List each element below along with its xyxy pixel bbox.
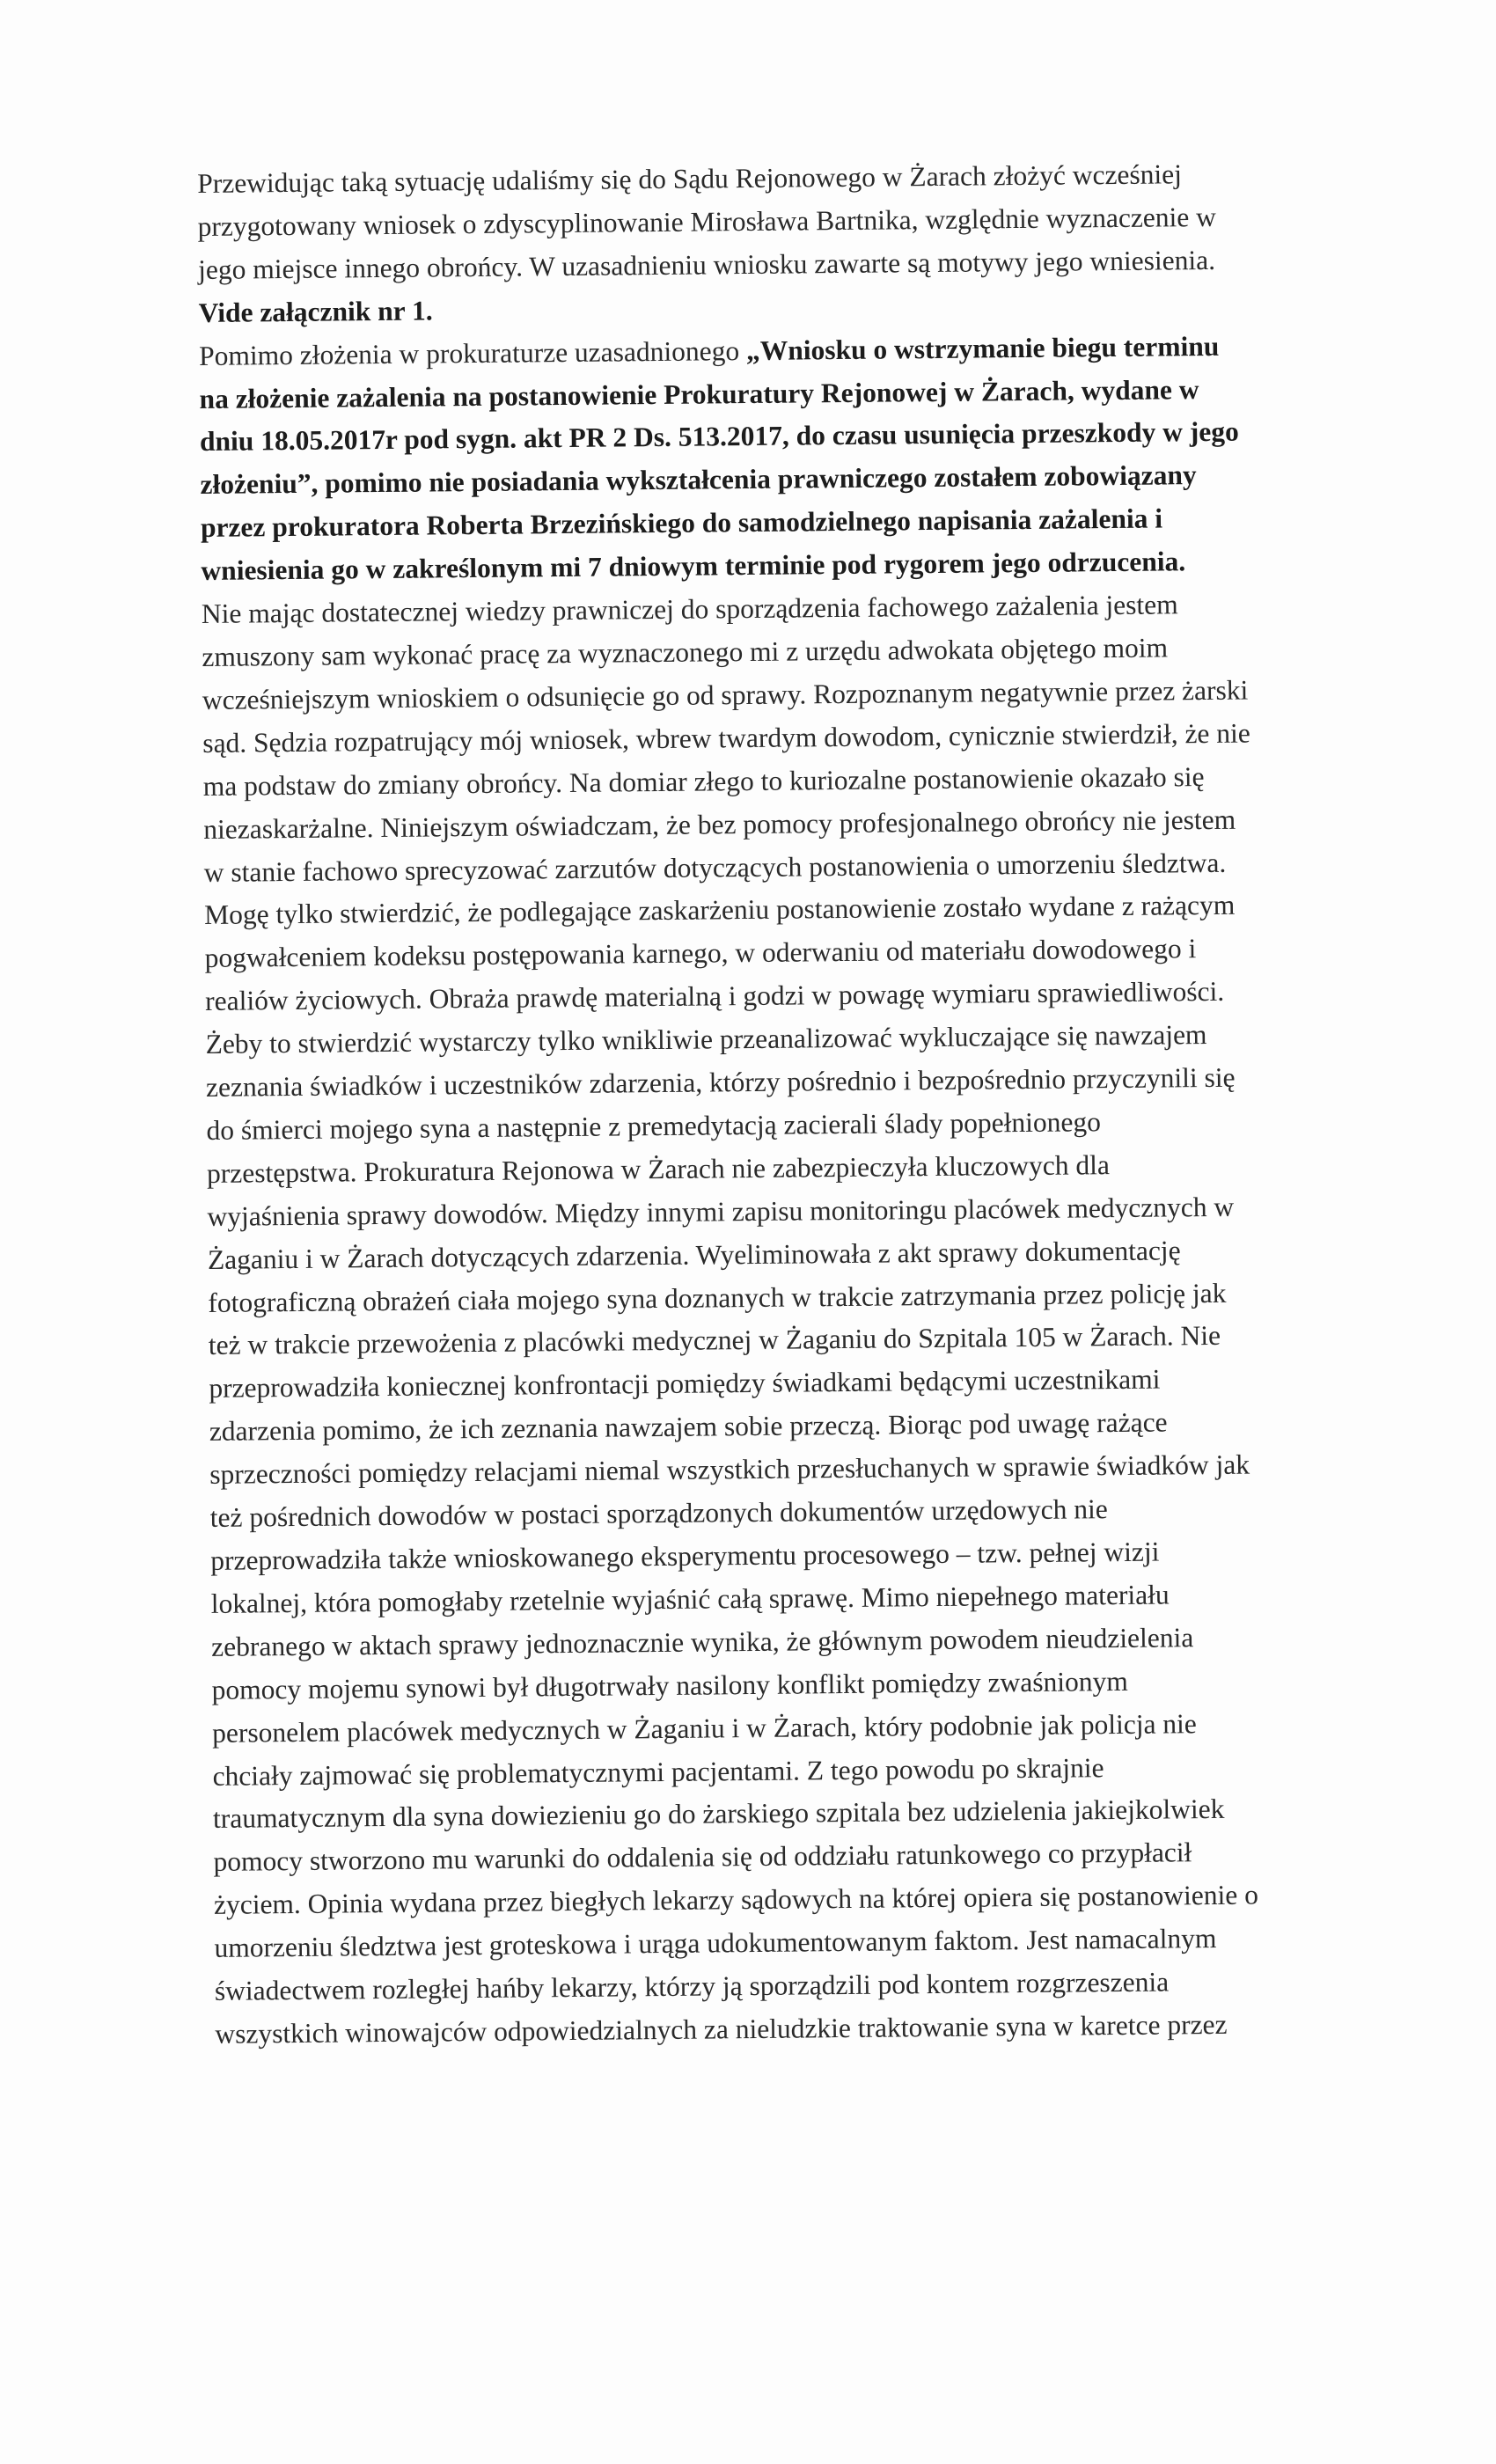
text-line: wcześniejszym wnioskiem o odsunięcie go od sprawy. Rozpoznanym negatywnie przez żarski: [202, 674, 1249, 715]
text-line: zdarzenia pomimo, że ich zeznania nawzajem sobie przeczą. Biorąc pod uwagę rażące: [209, 1406, 1168, 1448]
text-line: sąd. Sędzia rozpatrujący mój wniosek, wbrew twardym dowodom, cynicznie stwierdził, że nie: [202, 717, 1250, 759]
text-line: złożeniu”, pomimo nie posiadania wykształcenia prawniczego zostałem zobowiązany: [200, 459, 1197, 501]
text-line: ma podstaw do zmiany obrońcy. Na domiar złego to kuriozalne postanowienie okazało się: [202, 760, 1205, 802]
text-line: też w trakcie przewożenia z placówki medycznej w Żaganiu do Szpitala 105 w Żarach. Nie: [208, 1320, 1221, 1361]
text-line: Vide załącznik nr 1.: [198, 295, 433, 328]
text-line: w stanie fachowo sprecyzować zarzutów dotyczących postanowienia o umorzeniu śledztwa.: [203, 847, 1227, 888]
text-line: pomocy stworzono mu warunki do oddalenia się od oddziału ratunkowego co przypłacił: [213, 1837, 1192, 1878]
text-line: Przewidując taką sytuację udaliśmy się do Sądu Rejonowego w Żarach złożyć wcześniej: [197, 158, 1183, 199]
text-line: wszystkich winowajców odpowiedzialnych za nieludzkie traktowanie syna w karetce przez: [215, 2008, 1228, 2050]
text-line: fotograficzną obrażeń ciała mojego syna doznanych w trakcie zatrzymania przez policję jak: [208, 1277, 1227, 1318]
text-line: przez prokuratora Roberta Brzezińskiego do samodzielnego napisania zażalenia i: [200, 502, 1163, 544]
text-line: wyjaśnienia sprawy dowodów. Między innymi zapisu monitoringu placówek medycznych w: [207, 1191, 1235, 1232]
text-line: traumatycznym dla syna dowiezieniu go do żarskiego szpitala bez udzielenia jakiejkolwiek: [212, 1793, 1225, 1835]
text-line: Mogę tylko stwierdzić, że podlegające zaskarżeniu postanowienie zostało wydane z rażącym: [204, 890, 1236, 931]
text-line: jego miejsce innego obrońcy. W uzasadnieniu wniosku zawarte są motywy jego wniesienia.: [197, 244, 1216, 285]
text-line: realiów życiowych. Obraża prawdę materialną i godzi w powagę wymiaru sprawiedliwości.: [204, 976, 1225, 1017]
text-line: na złożenie zażalenia na postanowienie Prokuratury Rejonowej w Żarach, wydane w: [199, 373, 1199, 414]
text-line: sprzeczności pomiędzy relacjami niemal wszystkich przesłuchanych w sprawie świadków jak: [209, 1448, 1250, 1491]
text-line: umorzeniu śledztwa jest groteskowa i urąga udokumentowanym faktom. Jest namacalnym: [214, 1923, 1217, 1964]
text-line: lokalnej, która pomogłaby rzetelnie wyjaśnić całą sprawę. Mimo niepełnego materiału: [210, 1579, 1170, 1619]
text-line: Żaganiu i w Żarach dotyczących zdarzenia. Wyeliminowała z akt sprawy dokumentację: [207, 1234, 1181, 1275]
text-line: chciały zajmować się problematycznymi pacjentami. Z tego powodu po skrajnie: [212, 1751, 1104, 1792]
text-line-bold-part: „Wniosku o wstrzymanie biegu terminu: [745, 330, 1220, 366]
text-line: zmuszony sam wykonać pracę za wyznaczonego mi z urzędu adwokata objętego moim: [202, 632, 1169, 672]
text-line: świadectwem rozległej hańby lekarzy, którzy ją sporządzili pod kontem rozgrzeszenia: [214, 1966, 1170, 2006]
text-line: zebranego w aktach sprawy jednoznacznie wynika, że głównym powodem nieudzielenia: [211, 1622, 1194, 1662]
text-line: pomocy mojemu synowi był długotrwały nasilony konflikt pomiędzy zwaśnionym: [211, 1665, 1128, 1705]
text-line-regular-part: Pomimo złożenia w prokuraturze uzasadnionego: [198, 334, 747, 371]
text-line: dniu 18.05.2017r pod sygn. akt PR 2 Ds. 513.2017, do czasu usunięcia przeszkody w jego: [199, 416, 1239, 458]
text-line: Żeby to stwierdzić wystarczy tylko wnikliwie przeanalizować wykluczające się nawzajem: [205, 1019, 1207, 1060]
text-line: wniesienia go w zakreślonym mi 7 dniowym terminie pod rygorem jego odrzucenia.: [201, 546, 1186, 587]
text-line: niezaskarżalne. Niniejszym oświadczam, że bez pomocy profesjonalnego obrońcy nie jestem: [203, 803, 1236, 845]
text-line: pogwałceniem kodeksu postępowania karnego, w oderwaniu od materiału dowodowego i: [204, 933, 1197, 974]
document-body: [197, 151, 1368, 2056]
text-line: przeprowadziła koniecznej konfrontacji pomiędzy świadkami będącymi uczestnikami: [209, 1363, 1161, 1404]
text-line: przestępstwa. Prokuratura Rejonowa w Żarach nie zabezpieczyła kluczowych dla: [206, 1148, 1111, 1189]
text-line: przeprowadziła także wnioskowanego eksperymentu procesowego – tzw. pełnej wizji: [210, 1536, 1160, 1576]
text-line: do śmierci mojego syna a następnie z premedytacją zacierali ślady popełnionego: [206, 1106, 1102, 1146]
text-line: Nie mając dostatecznej wiedzy prawniczej do sporządzenia fachowego zażalenia jestem: [201, 589, 1178, 630]
text-line: przygotowany wniosek o zdyscyplinowanie Mirosława Bartnika, względnie wyznaczenie w: [197, 201, 1217, 242]
text-line: personelem placówek medycznych w Żaganiu i w Żarach, który podobnie jak policja nie: [211, 1707, 1197, 1749]
text-line: zeznania świadków i uczestników zdarzenia, którzy pośrednio i bezpośrednio przyczynili się: [205, 1061, 1236, 1103]
text-line: życiem. Opinia wydana przez biegłych lekarzy sądowych na której opiera się postanowienie o: [213, 1879, 1259, 1921]
text-line: też pośrednich dowodów w postaci sporządzonych dokumentów urzędowych nie: [209, 1493, 1108, 1534]
